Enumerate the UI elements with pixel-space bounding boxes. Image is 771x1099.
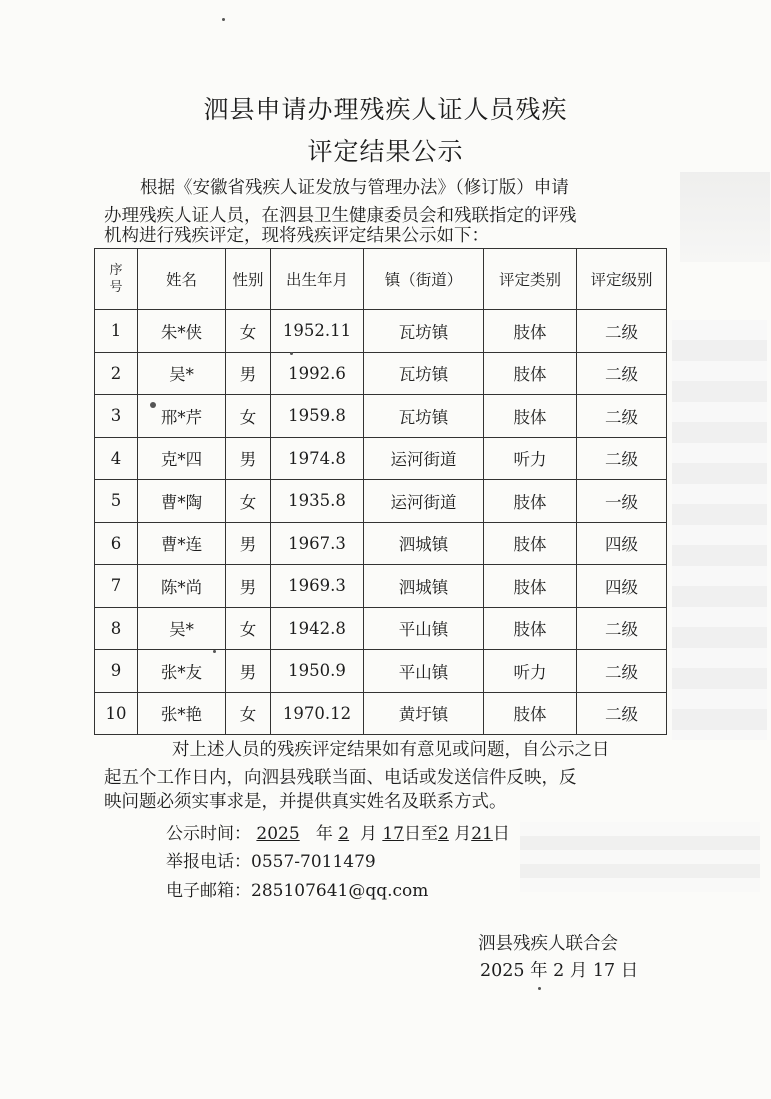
cell-level: 四级 bbox=[577, 522, 667, 565]
cell-name: 吴* bbox=[138, 352, 226, 395]
cell-level: 二级 bbox=[577, 692, 667, 735]
cell-level: 二级 bbox=[577, 395, 667, 438]
table-row bbox=[95, 437, 667, 480]
period-start-day: 17 bbox=[382, 824, 404, 844]
header-level: 评定级别 bbox=[577, 249, 667, 310]
ink-speck bbox=[290, 352, 293, 355]
notice-line1: 对上述人员的残疾评定结果如有意见或问题，自公示之日 bbox=[172, 740, 610, 760]
ink-speck bbox=[538, 987, 541, 990]
cell-seq: 1 bbox=[95, 310, 138, 353]
cell-category: 肢体 bbox=[484, 607, 577, 650]
cell-name: 曹*连 bbox=[138, 522, 226, 565]
contact-phone-line bbox=[166, 847, 376, 872]
intro-line1: 根据《安徽省残疾人证发放与管理办法》（修订版）申请 bbox=[140, 178, 569, 198]
cell-birth: 1942.8 bbox=[271, 607, 364, 650]
table-row bbox=[95, 395, 667, 438]
signature-org: 泗县残疾人联合会 bbox=[478, 934, 618, 954]
cell-name: 曹*陶 bbox=[138, 480, 226, 523]
cell-level: 二级 bbox=[577, 650, 667, 693]
cell-seq: 3 bbox=[95, 395, 138, 438]
cell-level: 二级 bbox=[577, 437, 667, 480]
cell-gender: 男 bbox=[226, 565, 271, 608]
cell-birth: 1952.11 bbox=[271, 310, 364, 353]
cell-town: 运河街道 bbox=[364, 480, 484, 523]
cell-seq: 8 bbox=[95, 607, 138, 650]
cell-name: 朱*侠 bbox=[138, 310, 226, 353]
email-label: 电子邮箱： bbox=[166, 881, 251, 901]
cell-seq: 6 bbox=[95, 522, 138, 565]
period-year-char: 年 bbox=[315, 824, 333, 844]
cell-town: 黄圩镇 bbox=[364, 692, 484, 735]
intro-line2: 办理残疾人证人员，在泗县卫生健康委员会和残联指定的评残 bbox=[104, 206, 577, 226]
table-row bbox=[95, 650, 667, 693]
header-seq bbox=[95, 249, 138, 310]
cell-seq: 7 bbox=[95, 565, 138, 608]
header-seq-top: 序 bbox=[109, 263, 123, 278]
cell-town: 瓦坊镇 bbox=[364, 395, 484, 438]
period-day-char: 日 bbox=[492, 824, 510, 844]
table-row bbox=[95, 522, 667, 565]
signature-date: 2025 年 2 月 17 日 bbox=[480, 961, 639, 981]
table-row bbox=[95, 565, 667, 608]
table-row bbox=[95, 607, 667, 650]
period-end-month: 2 bbox=[437, 824, 449, 844]
cell-birth: 1992.6 bbox=[271, 352, 364, 395]
cell-category: 肢体 bbox=[484, 480, 577, 523]
table-row bbox=[95, 692, 667, 735]
cell-level: 二级 bbox=[577, 352, 667, 395]
cell-name: 克*四 bbox=[138, 437, 226, 480]
cell-seq: 4 bbox=[95, 437, 138, 480]
cell-name: 吴* bbox=[138, 607, 226, 650]
cell-category: 听力 bbox=[484, 437, 577, 480]
header-town: 镇（街道） bbox=[364, 249, 484, 310]
header-seq-bottom: 号 bbox=[109, 280, 123, 295]
header-category: 评定类别 bbox=[484, 249, 577, 310]
cell-gender: 男 bbox=[226, 352, 271, 395]
phone-value: 0557-7011479 bbox=[251, 852, 376, 872]
cell-category: 肢体 bbox=[484, 565, 577, 608]
email-value: 285107641@qq.com bbox=[251, 881, 429, 901]
bleed-through-artifact bbox=[672, 320, 767, 740]
phone-label: 举报电话： bbox=[166, 852, 251, 872]
ink-speck bbox=[222, 18, 225, 21]
cell-level: 二级 bbox=[577, 607, 667, 650]
period-start-year: 2025 bbox=[256, 824, 300, 844]
cell-gender: 女 bbox=[226, 395, 271, 438]
cell-gender: 男 bbox=[226, 522, 271, 565]
intro-line3: 机构进行残疾评定，现将残疾评定结果公示如下： bbox=[104, 226, 489, 246]
cell-birth: 1974.8 bbox=[271, 437, 364, 480]
cell-category: 肢体 bbox=[484, 352, 577, 395]
cell-category: 肢体 bbox=[484, 310, 577, 353]
cell-town: 运河街道 bbox=[364, 437, 484, 480]
bleed-through-artifact bbox=[520, 822, 760, 892]
cell-gender: 女 bbox=[226, 310, 271, 353]
cell-birth: 1967.3 bbox=[271, 522, 364, 565]
cell-name: 张*艳 bbox=[138, 692, 226, 735]
cell-birth: 1950.9 bbox=[271, 650, 364, 693]
cell-town: 瓦坊镇 bbox=[364, 352, 484, 395]
period-label: 公示时间： bbox=[166, 824, 251, 844]
cell-gender: 女 bbox=[226, 480, 271, 523]
cell-birth: 1959.8 bbox=[271, 395, 364, 438]
cell-town: 平山镇 bbox=[364, 607, 484, 650]
cell-town: 瓦坊镇 bbox=[364, 310, 484, 353]
cell-gender: 女 bbox=[226, 692, 271, 735]
cell-level: 四级 bbox=[577, 565, 667, 608]
table-row bbox=[95, 352, 667, 395]
cell-category: 肢体 bbox=[484, 692, 577, 735]
cell-category: 肢体 bbox=[484, 522, 577, 565]
cell-birth: 1969.3 bbox=[271, 565, 364, 608]
cell-gender: 男 bbox=[226, 650, 271, 693]
document-title-line2: 评定结果公示 bbox=[307, 137, 464, 166]
cell-name: 张*友 bbox=[138, 650, 226, 693]
header-name: 姓名 bbox=[138, 249, 226, 310]
cell-town: 泗城镇 bbox=[364, 565, 484, 608]
cell-name: 邢*芹 bbox=[138, 395, 226, 438]
contact-email-line bbox=[166, 876, 428, 901]
period-month-char: 月 bbox=[359, 824, 377, 844]
ink-speck bbox=[213, 650, 216, 653]
cell-seq: 9 bbox=[95, 650, 138, 693]
period-start-month: 2 bbox=[338, 824, 350, 844]
cell-town: 泗城镇 bbox=[364, 522, 484, 565]
period-month-char-2: 月 bbox=[454, 824, 472, 844]
table-header-row bbox=[95, 249, 667, 310]
header-gender: 性别 bbox=[226, 249, 271, 310]
bleed-through-artifact bbox=[680, 172, 770, 262]
cell-birth: 1970.12 bbox=[271, 692, 364, 735]
cell-town: 平山镇 bbox=[364, 650, 484, 693]
period-day-to: 日至 bbox=[403, 824, 438, 844]
cell-gender: 男 bbox=[226, 437, 271, 480]
publication-period bbox=[166, 819, 510, 844]
period-end-day: 21 bbox=[471, 824, 493, 844]
cell-level: 一级 bbox=[577, 480, 667, 523]
ink-speck bbox=[150, 402, 156, 408]
cell-gender: 女 bbox=[226, 607, 271, 650]
cell-name: 陈*尚 bbox=[138, 565, 226, 608]
cell-level: 二级 bbox=[577, 310, 667, 353]
cell-seq: 2 bbox=[95, 352, 138, 395]
table-row bbox=[95, 310, 667, 353]
document-title-line1: 泗县申请办理残疾人证人员残疾 bbox=[203, 95, 568, 124]
cell-category: 肢体 bbox=[484, 395, 577, 438]
cell-seq: 10 bbox=[95, 692, 138, 735]
cell-seq: 5 bbox=[95, 480, 138, 523]
results-table bbox=[94, 248, 667, 735]
cell-category: 听力 bbox=[484, 650, 577, 693]
notice-line2: 起五个工作日内，向泗县残联当面、电话或发送信件反映，反 bbox=[104, 768, 577, 788]
header-birth: 出生年月 bbox=[271, 249, 364, 310]
table-row bbox=[95, 480, 667, 523]
cell-birth: 1935.8 bbox=[271, 480, 364, 523]
notice-line3: 映问题必须实事求是，并提供真实姓名及联系方式。 bbox=[104, 792, 507, 812]
